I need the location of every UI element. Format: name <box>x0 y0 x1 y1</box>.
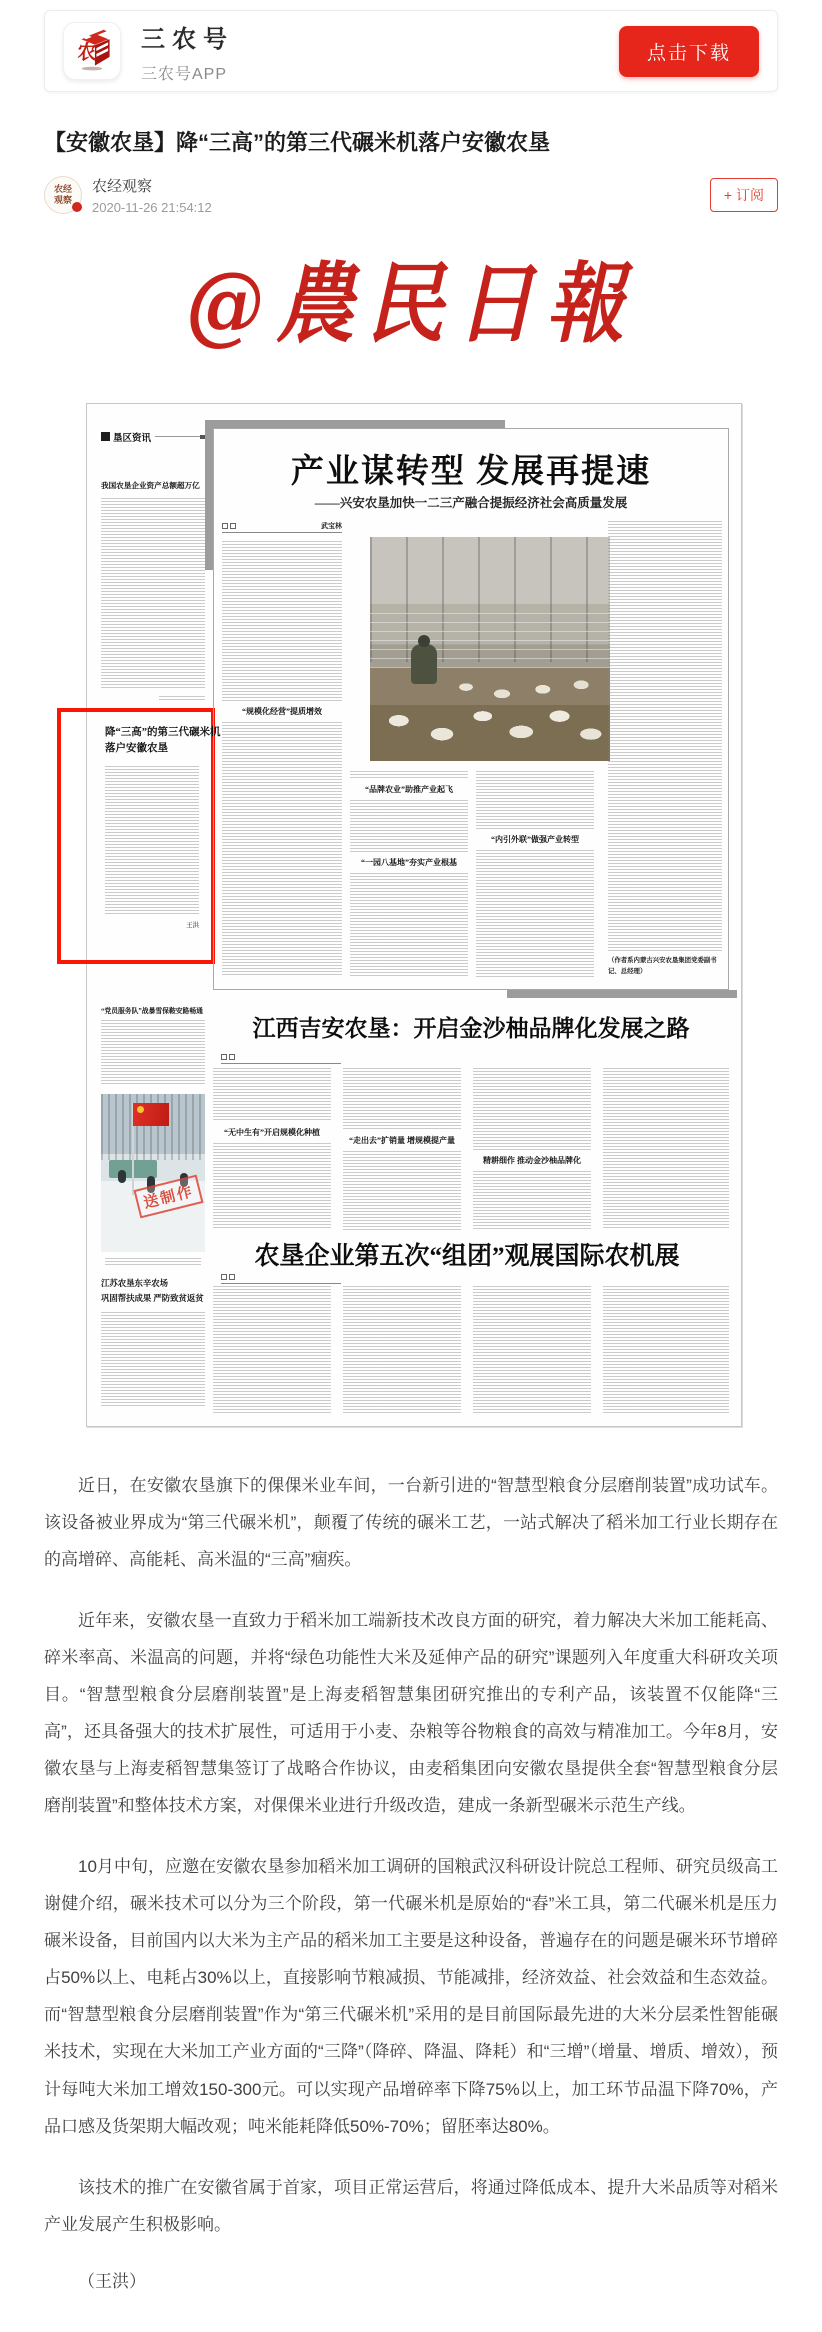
article-body <box>44 1467 778 2292</box>
newspaper-scan-image[interactable] <box>44 235 778 1431</box>
sannong-cube-logo <box>70 29 114 73</box>
article-meta-row <box>44 175 778 215</box>
newspaper-masthead: @農民日報 <box>185 253 636 356</box>
story2-column-1 <box>213 1068 331 1230</box>
story3-column-1 <box>213 1286 331 1414</box>
newsprint-text-filler <box>343 1068 461 1130</box>
article-signature: （王洪） <box>78 2271 146 2291</box>
newsprint-text-filler <box>213 1143 331 1230</box>
feature-author-note: （作者系内蒙古兴安农垦集团党委副书记、总经理） <box>608 957 717 975</box>
sheep-barn-photo <box>370 537 610 761</box>
story2-byline-row <box>221 1052 341 1064</box>
section-rule <box>155 436 200 437</box>
newsprint-text-filler <box>608 521 722 952</box>
feature-column-3 <box>476 771 594 977</box>
download-app-button[interactable]: 点击下载 <box>619 26 759 77</box>
byline-box-icon <box>221 1274 227 1280</box>
feature-column-2 <box>350 771 468 977</box>
story3-byline-row <box>221 1272 341 1284</box>
newsprint-text-filler <box>350 800 468 852</box>
newsprint-text-filler <box>213 1068 331 1122</box>
svg-text:农: 农 <box>77 42 97 64</box>
highlight-signature: 王洪 <box>186 922 199 930</box>
body-paragraph: 近日，在安徽农垦旗下的倮倮米业车间，一台新引进的“智慧型粮食分层磨削装置”成功试车。该设备被业界成为“第三代碾米机”，颠覆了传统的碾米工艺，一站式解决了稻米加工行业长期存在的高增碎、高能耗、高米温的“三高”痼疾。 <box>44 1475 778 1569</box>
byline-box-icon <box>222 523 228 529</box>
story3-column-2 <box>343 1286 461 1414</box>
feature-column-4 <box>608 521 722 977</box>
publish-time: 2020-11-26 21:54:12 <box>92 199 212 215</box>
app-titles <box>141 19 234 84</box>
byline-box-icon <box>229 1054 235 1060</box>
feature-headline: 产业谋转型 发展再提速 <box>290 453 652 490</box>
news4-headline-line2: 巩固帮扶成果 严防致贫返贫 <box>101 1293 204 1303</box>
story3-headline: 农垦企业第五次“组团”观展国际农机展 <box>254 1242 680 1270</box>
story2-column-4 <box>603 1068 729 1230</box>
red-watermark-stamp: 送制作 <box>134 1175 204 1219</box>
news4-headline-line1: 江苏农垦东辛农场 <box>101 1278 168 1288</box>
box-decoration <box>205 420 213 570</box>
highlight-headline-line2: 落户安徽农垦 <box>105 743 168 755</box>
story2-subhead-3: 精耕细作 推动金沙柚品牌化 <box>483 1155 581 1165</box>
feature-subhead-1: “规模化经营”提质增效 <box>242 706 322 716</box>
story2-subhead-1: “无中生有”开启规模化种植 <box>224 1127 320 1137</box>
feature-byline: 武宝林 <box>321 522 342 531</box>
avatar-text-line2: 观察 <box>53 194 72 205</box>
newsprint-text-filler <box>473 1286 591 1414</box>
article-title: 【安徽农垦】降“三高”的第三代碾米机落户安徽农垦 <box>44 130 551 155</box>
story3-column-3 <box>473 1286 591 1414</box>
newsprint-text-filler <box>343 1286 461 1414</box>
newsprint-text-filler <box>473 1068 591 1150</box>
app-caption: 三农号APP <box>141 65 228 83</box>
highlight-headline-line1: 降“三高”的第三代碾米机 <box>105 726 221 738</box>
body-paragraph: 近年来，安徽农垦一直致力于稻米加工端新技术改良方面的研究，着力解决大米加工能耗高、碎米率高、米温高的问题，并将“绿色功能性大米及延伸产品的研究”课题列入年度重大科研攻关项目。“智慧型粮食分层磨削装置”是上海麦稻智慧集团研究推出的专利产品，该装置不仅能降“三高”，还具备强大的技术扩展性，可适用于小麦、杂粮等谷物粮食的高效与精准加工。今年8月，安徽农垦与上海麦稻智慧集签订了战略合作协议，由麦稻集团向安徽农垦提供全套“智慧型粮食分层磨削装置”和整体技术方案，对倮倮米业进行升级改造，建成一条新型碾米示范生产线。 <box>44 1610 778 1816</box>
newsprint-text-filler <box>101 498 205 690</box>
body-paragraph: 该技术的推广在安徽省属于首家，项目正常运营后，将通过降低成本、提升大米品质等对稻米产业发展产生积极影响。 <box>44 2177 778 2234</box>
app-promo-banner <box>44 10 778 92</box>
section-header <box>101 430 205 444</box>
avatar-badge-icon <box>72 202 82 212</box>
news4-headline <box>101 1276 204 1306</box>
newsprint-text-filler <box>213 1286 331 1414</box>
newspaper-page <box>86 403 742 1427</box>
section-label: 垦区资讯 <box>113 433 152 444</box>
story2-headline: 江西吉安农垦：开启金沙柚品牌化发展之路 <box>252 1015 690 1041</box>
snow-rescue-photo <box>101 1094 205 1252</box>
feature-subhead-2: “品牌农业”助推产业起飞 <box>365 784 453 794</box>
news3-headline: “党员服务队”战暴雪保鞍安路畅通 <box>101 1007 203 1015</box>
byline-box-icon <box>230 523 236 529</box>
app-name: 三农号 <box>141 25 234 53</box>
box-decoration <box>205 420 505 428</box>
newsprint-text-filler <box>473 1171 591 1230</box>
body-paragraph: 10月中旬，应邀在安徽农垦参加稻米加工调研的国粮武汉科研设计院总工程师、研究员级高工谢健介绍，碾米技术可以分为三个阶段，第一代碾米机是原始的“舂”米工具，第二代碾米机是压力碾米设备，目前国内以大米为主产品的稻米加工主要是这种设备，普遍存在的问题是碾米环节增碎占50%以上、电耗占30%以上，直接影响节粮减损、节能减排，经济效益、社会效益和生态效益。而“智慧型粮食分层磨削装置”作为“第三代碾米机”采用的是目前国际最先进的大米分层柔性智能碾米技术，实现在大米加工产业方面的“三降”（降碎、降温、降耗）和“三增”（增量、增质、增效），预计每吨大米加工增效150-300元。可以实现产品增碎率下降75%以上，加工环节品温下降70%，产品口感及货架期大幅改观；吨米能耗降低50%-70%；留胚率达80%。 <box>44 1857 778 2136</box>
newsprint-text-filler <box>222 541 342 701</box>
herder-figure <box>411 644 437 684</box>
newsprint-text-filler <box>101 1020 205 1084</box>
box-decoration <box>507 990 737 998</box>
person-figure <box>118 1170 126 1183</box>
byline-box-icon <box>221 1054 227 1060</box>
news1-headline: 我国农垦企业资产总额超万亿 <box>101 480 200 490</box>
section-marker-icon <box>101 432 110 441</box>
feature-column-1 <box>222 541 342 977</box>
newsprint-text-filler <box>350 873 468 977</box>
news1-byline-filler <box>159 696 205 701</box>
author-name[interactable]: 农经观察 <box>92 177 153 195</box>
newsprint-text-filler <box>350 771 468 779</box>
newsprint-text-filler <box>105 766 199 914</box>
newsprint-text-filler <box>101 1312 205 1408</box>
newsprint-text-filler <box>222 722 342 977</box>
feature-byline-row <box>222 521 342 533</box>
story2-column-2 <box>343 1068 461 1230</box>
author-meta <box>92 175 212 215</box>
newsprint-text-filler <box>603 1068 729 1230</box>
byline-box-icon <box>229 1274 235 1280</box>
feature-subhead-3: “一园八基地”夯实产业根基 <box>361 857 457 867</box>
feature-article-box <box>213 428 729 990</box>
subscribe-button[interactable]: + 订阅 <box>710 178 778 212</box>
newsprint-text-filler <box>603 1286 729 1414</box>
story2-subhead-2: “走出去”扩销量 增规模提产量 <box>349 1135 455 1145</box>
highlighted-article-box <box>57 708 221 964</box>
story2-column-3 <box>473 1068 591 1230</box>
party-flag <box>133 1103 169 1126</box>
newsprint-text-filler <box>343 1151 461 1230</box>
newsprint-text-filler <box>476 771 594 829</box>
story3-column-4 <box>603 1286 729 1414</box>
author-avatar[interactable] <box>44 176 82 214</box>
newsprint-text-filler <box>476 850 594 977</box>
feature-subhead-4: “内引外联”做强产业转型 <box>491 834 579 844</box>
sheep-flock <box>370 537 610 761</box>
feature-subhead: ——兴安农垦加快一二三产融合提振经济社会高质量发展 <box>314 495 628 510</box>
app-logo-icon <box>63 22 121 80</box>
avatar-text-line1: 农经 <box>53 184 72 195</box>
